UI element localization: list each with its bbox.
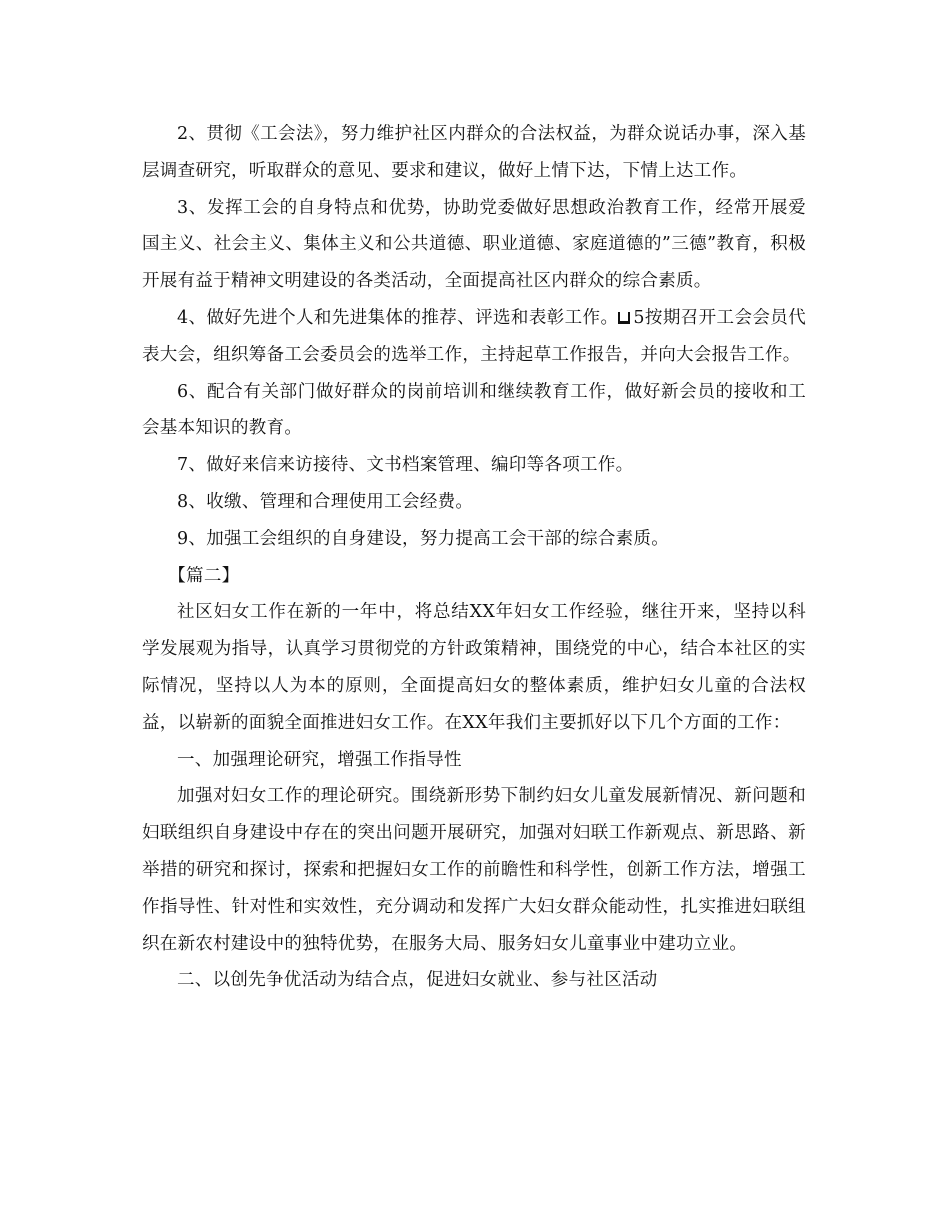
paragraph-item-4-5: [142, 300, 806, 374]
bracket-marker-icon: [618, 312, 630, 324]
paragraph-item-4-text: 4、做好先进个人和先进集体的推荐、评选和表彰工作。: [177, 307, 619, 328]
section-heading: 【篇二】: [168, 565, 240, 586]
paragraph-item-3: 3、发挥工会的自身特点和优势，协助党委做好思想政治教育工作，经常开展爱国主义、社会主义、集体主义和公共道德、职业道德、家庭道德的”三德”教育，积极开展有益于精神文明建设的各类活动，全面提高社区内群众的综合素质。: [142, 197, 806, 292]
paragraph-item-2: 2、贯彻《工会法》，努力维护社区内群众的合法权益，为群众说话办事，深入基层调查研究，听取群众的意见、要求和建议，做好上情下达，下情上达工作。: [142, 124, 806, 181]
document-body: [142, 116, 806, 999]
section-paragraph-theory: 加强对妇女工作的理论研究。围绕新形势下制约妇女儿童发展新情况、新问题和妇联组织自身建设中存在的突出问题开展研究，加强对妇联工作新观点、新思路、新举措的研究和探讨，探索和把握妇女工作的前瞻性和科学性，创新工作方法，增强工作指导性、针对性和实效性，充分调动和发挥广大妇女群众能动性，扎实推进妇联组织在新农村建设中的独特优势，在服务大局、服务妇女儿童事业中建功立业。: [142, 786, 806, 954]
paragraph-item-7: 7、做好来信来访接待、文书档案管理、编印等各项工作。: [177, 455, 634, 476]
paragraph-item-5-text: 5按期召开工会会员代表大会，组织筹备工会委员会的选举工作，主持起草工作报告，并向大会报告工作。: [142, 307, 806, 365]
paragraph-item-6: 6、配合有关部门做好群众的岗前培训和继续教育工作，做好新会员的接收和工会基本知识的教育。: [142, 381, 806, 439]
section-paragraph-intro: 社区妇女工作在新的一年中，将总结XX年妇女工作经验，继往开来，坚持以科学发展观为指导，认真学习贯彻党的方针政策精神，围绕党的中心，结合本社区的实际情况，坚持以人为本的原则，全面提高妇女的整体素质，维护妇女儿童的合法权益，以崭新的面貌全面推进妇女工作。在XX年我们主要抓好以下几个方面的工作：: [142, 602, 806, 733]
section-subheading-2: 二、以创先争优活动为结合点，促进妇女就业、参与社区活动: [177, 970, 658, 991]
section-subheading-1: 一、加强理论研究，增强工作指导性: [177, 749, 462, 770]
paragraph-item-8: 8、收缴、管理和合理使用工会经费。: [177, 491, 474, 512]
paragraph-item-9: 9、加强工会组织的自身建设，努力提高工会干部的综合素质。: [177, 528, 670, 549]
